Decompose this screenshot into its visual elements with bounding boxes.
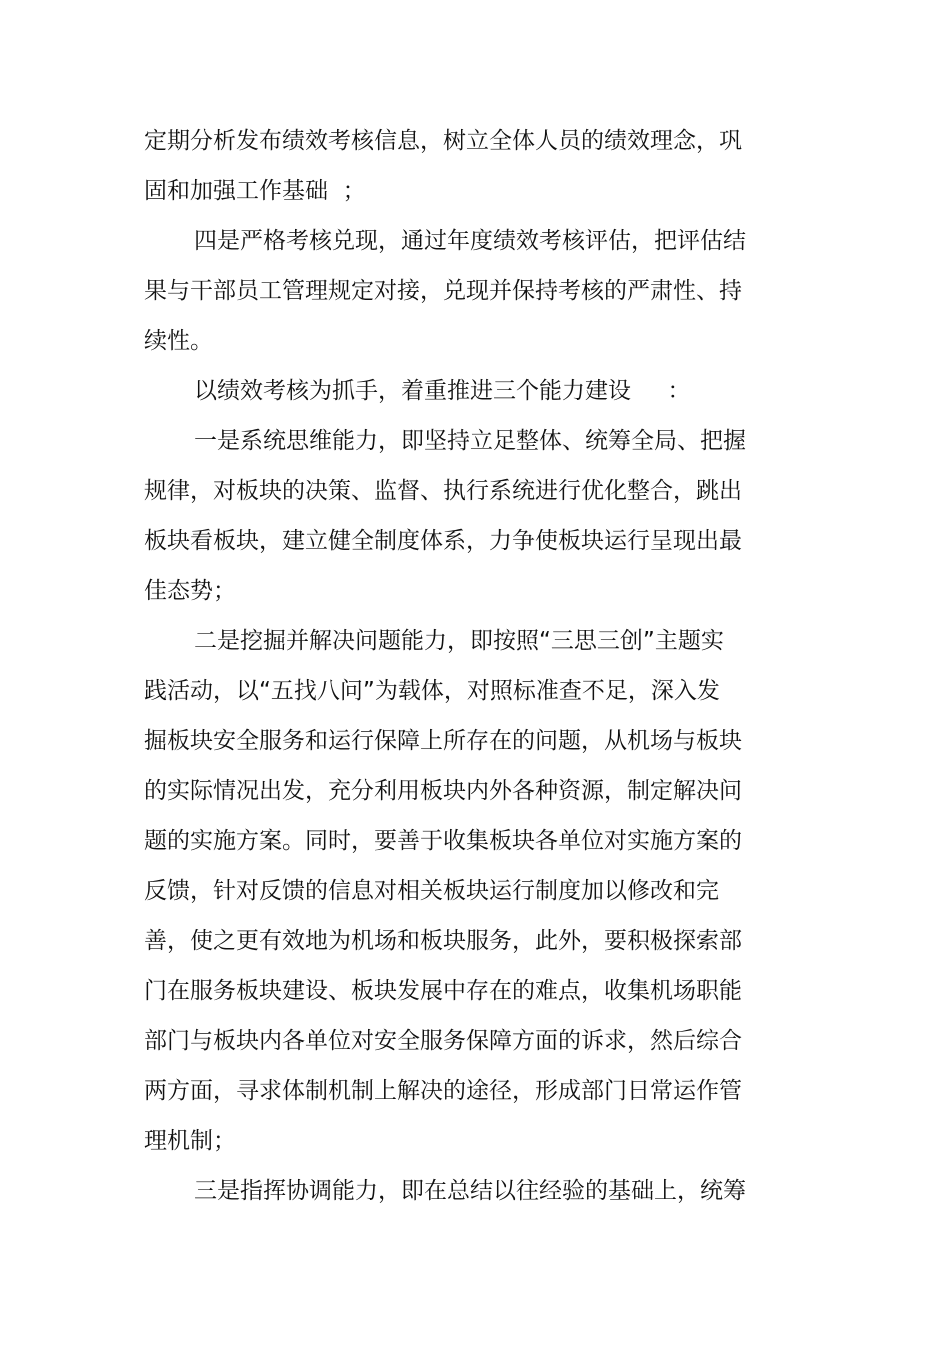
- text-line: 定期分析发布绩效考核信息，树立全体人员的绩效理念，巩: [144, 128, 742, 154]
- text-line: 反馈，针对反馈的信息对相关板块运行制度加以修改和完: [144, 878, 719, 904]
- text-line: 的实际情况出发，充分利用板块内外各种资源，制定解决问: [144, 778, 742, 804]
- text-line: 二是挖掘并解决问题能力，即按照“三思三创”主题实: [194, 628, 724, 654]
- text-line: 板块看板块，建立健全制度体系，力争使板块运行呈现出最: [144, 528, 742, 554]
- text-line: 规律，对板块的决策、监督、执行系统进行优化整合，跳出: [144, 478, 742, 504]
- text-line: 固和加强工作基础 ；: [144, 178, 366, 204]
- text-line: 一是系统思维能力，即坚持立足整体、统筹全局、把握: [194, 428, 746, 454]
- text-line: 掘板块安全服务和运行保障上所存在的问题，从机场与板块: [144, 728, 742, 754]
- text-line: 理机制；: [144, 1128, 236, 1154]
- text-line: 门在服务板块建设、板块发展中存在的难点，收集机场职能: [144, 978, 742, 1004]
- text-line: 果与干部员工管理规定对接，兑现并保持考核的严肃性、持: [144, 278, 742, 304]
- text-line: 以绩效考核为抓手，着重推进三个能力建设 ：: [194, 378, 691, 404]
- text-line: 善，使之更有效地为机场和板块服务，此外，要积极探索部: [144, 928, 742, 954]
- text-line: 两方面，寻求体制机制上解决的途径，形成部门日常运作管: [144, 1078, 742, 1104]
- text-line: 题的实施方案。同时，要善于收集板块各单位对实施方案的: [144, 828, 742, 854]
- text-line: 四是严格考核兑现，通过年度绩效考核评估，把评估结: [194, 228, 746, 254]
- text-line: 三是指挥协调能力，即在总结以往经验的基础上，统筹: [194, 1178, 746, 1204]
- text-line: 佳态势；: [144, 578, 236, 604]
- text-line: 部门与板块内各单位对安全服务保障方面的诉求，然后综合: [144, 1028, 742, 1054]
- text-line: 践活动，以“五找八问”为载体，对照标准查不足，深入发: [144, 678, 720, 704]
- text-line: 续性。: [144, 328, 213, 354]
